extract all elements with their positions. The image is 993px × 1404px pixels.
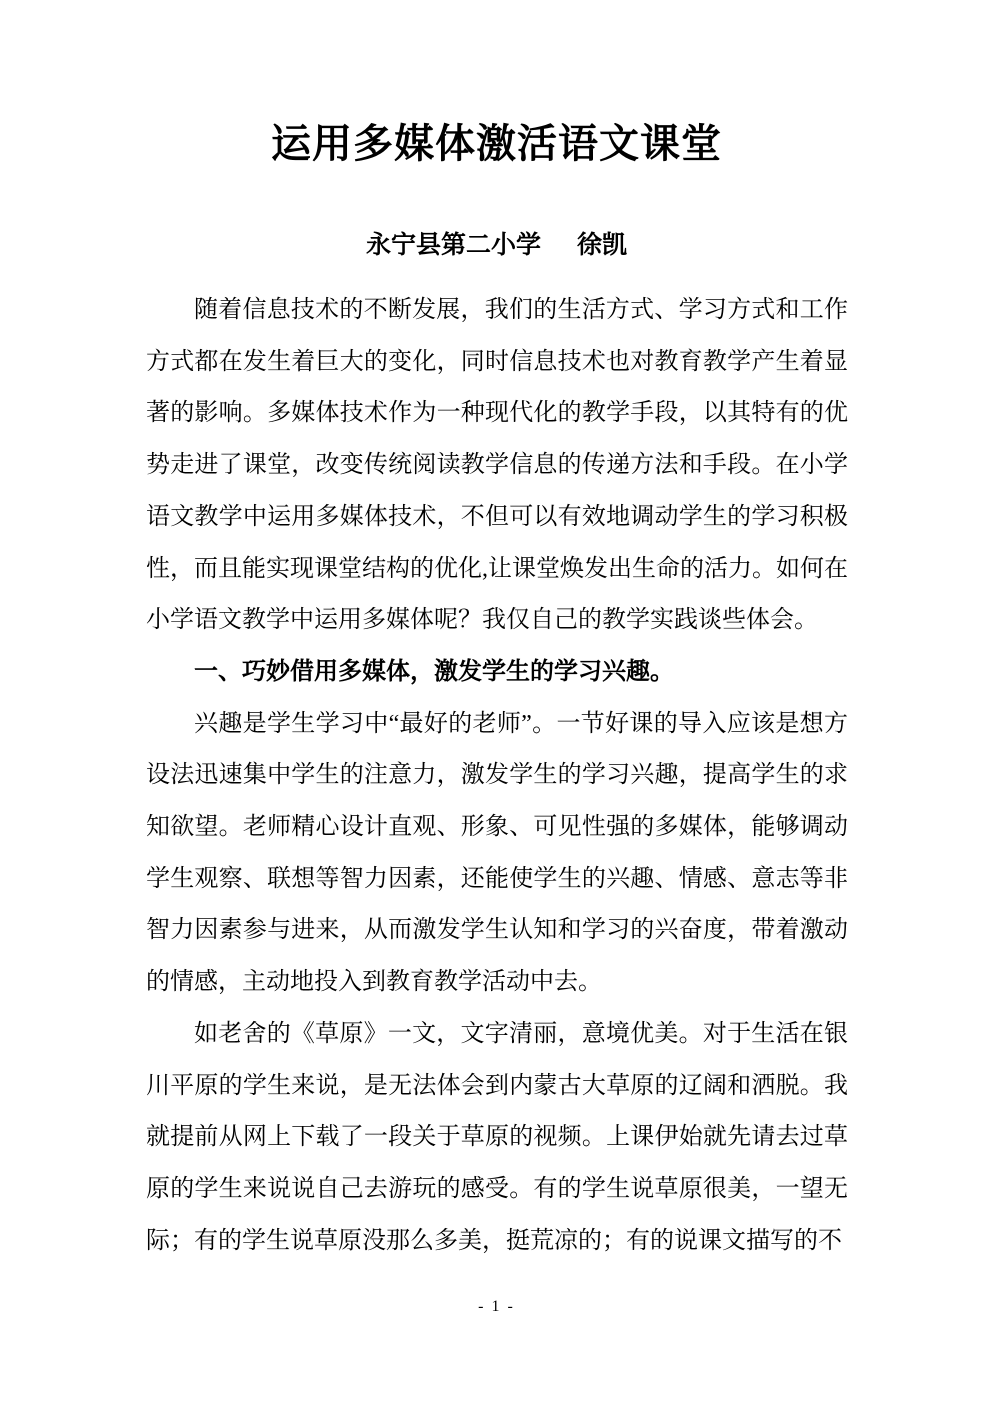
paragraph-2: 兴趣是学生学习中“最好的老师”。一节好课的导入应该是想方设法迅速集中学生的注意力，激发学生的学习兴趣，提高学生的求知欲望。老师精心设计直观、形象、可见性强的多媒体，能够调动学生观察、联想等智力因素，还能使学生的兴趣、情感、意志等非智力因素参与进来，从而激发学生认知和学习的兴奋度，带着激动的情感，主动地投入到教育教学活动中去。 (146, 710, 848, 996)
byline (0, 229, 993, 263)
byline-school: 永宁县第二小学 (365, 232, 541, 259)
paragraph-3: 如老舍的《草原》一文，文字清丽，意境优美。对于生活在银川平原的学生来说，是无法体会到内蒙古大草原的辽阔和洒脱。我就提前从网上下载了一段关于草原的视频。上课伊始就先请去过草原的学生来说说自己去游玩的感受。有的学生说草原很美，一望无际；有的学生说草原没那么多美，挺荒凉的；有的说课文描写的不 (146, 1020, 848, 1254)
byline-author: 徐凯 (577, 232, 628, 259)
document-body (146, 285, 848, 1267)
section-heading-1: 一、巧妙借用多媒体，激发学生的学习兴趣。 (194, 658, 674, 685)
page-number: - 1 - (478, 1298, 515, 1315)
document-title: 运用多媒体激活语文课堂 (271, 121, 722, 166)
paragraph-1: 随着信息技术的不断发展，我们的生活方式、学习方式和工作方式都在发生着巨大的变化，同时信息技术也对教育教学产生着显著的影响。多媒体技术作为一种现代化的教学手段，以其特有的优势走进了课堂，改变传统阅读教学信息的传递方法和手段。在小学语文教学中运用多媒体技术，不但可以有效地调动学生的学习积极性，而且能实现课堂结构的优化,让课堂焕发出生命的活力。如何在小学语文教学中运用多媒体呢？我仅自己的教学实践谈些体会。 (146, 297, 848, 634)
